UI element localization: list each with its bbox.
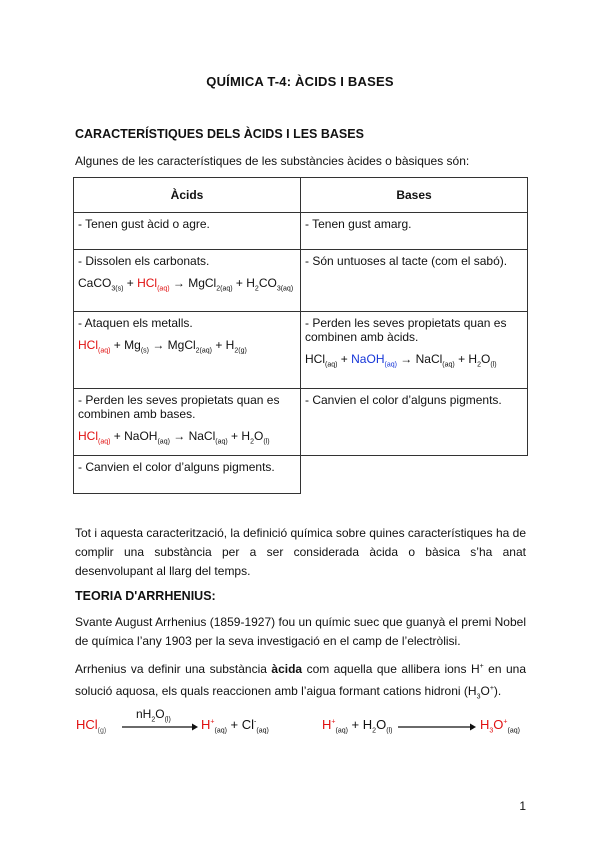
base-cell: [301, 389, 528, 456]
hcl-dissociation-equation: HCl$_{(g)}$: [76, 717, 107, 735]
table-row: [74, 312, 528, 389]
def-post: com aquella que allibera ions H: [306, 662, 480, 676]
neutralization-equation-base: HCl$_{(aq)}$ + NaOH$_{(aq)}$ → NaCl$_{(aq)}$ + $H_2O_{(l)}$: [305, 352, 497, 369]
carbonate-equation: CaCO$_{3(s)}$ + HCl$_{(aq)}$ → MgCl$_{2(aq)}$ + $H_2CO_{3(aq)}$: [78, 276, 294, 293]
acid-text: - Dissolen els carbonats.: [78, 254, 210, 268]
acid-text: - Canvien el color d’alguns pigments.: [78, 460, 275, 474]
section-heading-arrhenius: TEORIA D'ARRHENIUS:: [75, 589, 216, 603]
arrhenius-definition: Arrhenius va definir una substància àcida com aquella que allibera ions H+ en una solució aquosa, els quals reaccionen amb l’aigua formant cations hidroni $(H_3O^+)$.: [75, 662, 526, 701]
metal-equation: $HCl_{(aq)} + Mg_{(s)}$ → MgCl$_{2(aq)}$ + $H_{2(g)}$: [78, 338, 247, 355]
acid-cell: [74, 389, 301, 456]
hydronium-reactants: $H^+_{(aq)} + H_2O_{(l)}$: [322, 717, 393, 735]
dissociation-products: $H^+_{(aq)} + Cl^-_{(aq)}$: [201, 717, 269, 735]
reaction-condition: $nH_2O_{(l)}$: [136, 707, 171, 724]
def-bold-acid: àcida: [271, 662, 303, 676]
base-cell: [301, 213, 528, 250]
reaction-arrow-2: [398, 722, 476, 732]
header-bases: Bases: [301, 178, 528, 213]
page-title: QUÍMICA T-4: ÀCIDS I BASES: [206, 74, 394, 89]
def-pre: Arrhenius va definir una substància: [75, 662, 267, 676]
base-cell: [301, 250, 528, 312]
hydronium-product: $H_3O^+_{(aq)}$: [480, 717, 520, 735]
acids-bases-table: [73, 177, 528, 494]
acid-cell: [74, 456, 301, 494]
acid-cell: [74, 213, 301, 250]
base-text: - Canvien el color d’alguns pigments.: [305, 393, 502, 407]
acid-cell: [74, 312, 301, 389]
base-text: - Perden les seves propietats quan es combinen amb àcids.: [305, 316, 507, 344]
header-acids: Àcids: [74, 178, 301, 213]
paragraph-definition: Tot i aquesta caracterització, la definició química sobre quines característiques ha de complir una substància per a ser considerada àcida o bàsica s’ha anat desenvolupant al llarg del temps.: [75, 526, 526, 578]
table-row: [74, 389, 528, 456]
def-end: ).: [493, 684, 502, 698]
reaction-arrow-1: [122, 722, 198, 732]
table-row: [74, 456, 528, 494]
section-heading-characteristics: CARACTERÍSTIQUES DELS ÀCIDS I LES BASES: [75, 127, 364, 141]
base-text: - Tenen gust amarg.: [305, 217, 412, 231]
page-number: 1: [519, 799, 526, 813]
arrhenius-bio: Svante August Arrhenius (1859-1927) fou un químic suec que guanyà el premi Nobel de química l’any 1903 per la seva investigació en el camp de l’electròlisi.: [75, 615, 526, 648]
acid-cell: [74, 250, 301, 312]
acid-text: - Perden les seves propietats quan es combinen amb bases.: [78, 393, 280, 421]
intro-text: Algunes de les característiques de les substàncies àcides o bàsiques són:: [75, 154, 470, 168]
table-row: [74, 213, 528, 250]
acid-text: - Ataquen els metalls.: [78, 316, 193, 330]
neutralization-equation-acid: HCl$_{(aq)}$ + NaOH$_{(aq)}$ → NaCl$_{(aq)}$ + $H_2O_{(l)}$: [78, 429, 270, 446]
empty-cell: [301, 456, 528, 494]
base-cell: [301, 312, 528, 389]
table-header-row: [74, 178, 528, 213]
acid-text: - Tenen gust àcid o agre.: [78, 217, 210, 231]
table-row: [74, 250, 528, 312]
base-text: - Són untuoses al tacte (com el sabó).: [305, 254, 508, 268]
def-post2: en una solució aquosa, els quals reaccionen amb l’aigua formant cations hidroni (H: [75, 662, 526, 698]
